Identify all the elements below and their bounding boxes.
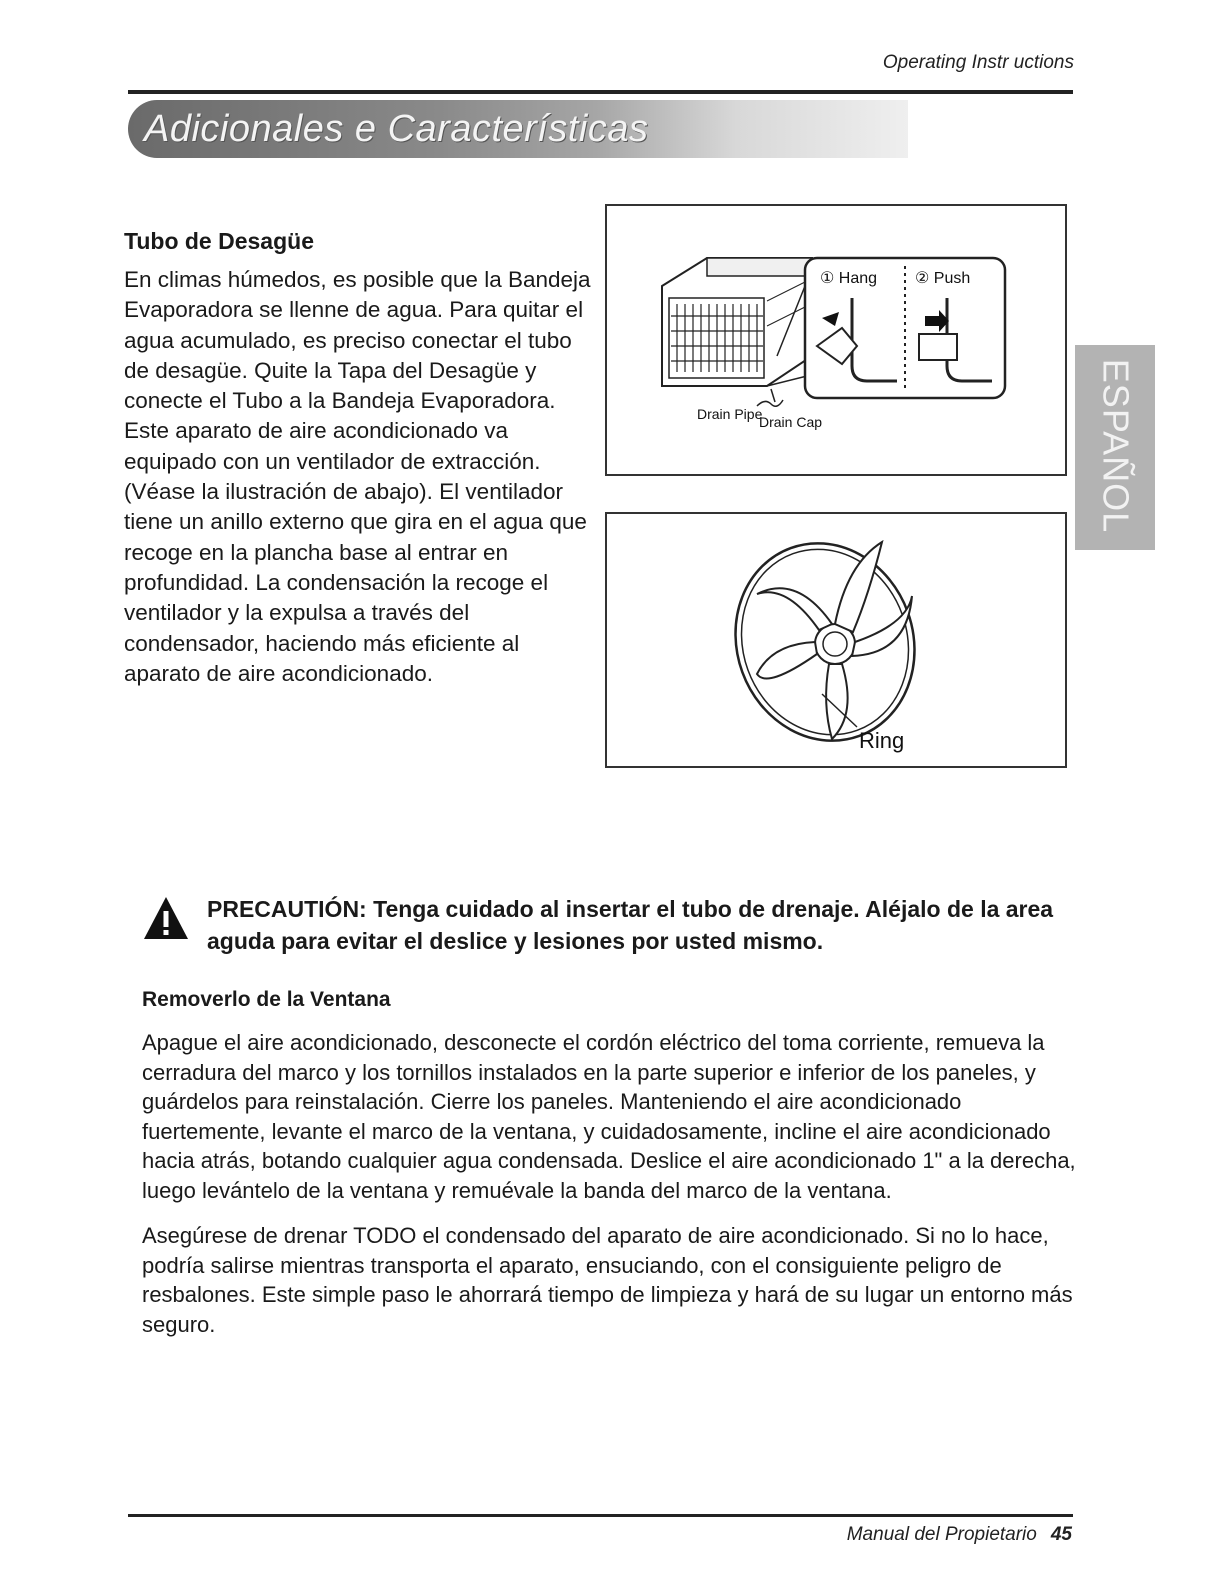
fan-figure xyxy=(605,512,1067,768)
fan-illustration xyxy=(607,514,1065,766)
header-title: Operating Instr uctions xyxy=(882,52,1074,73)
drain-body xyxy=(124,265,594,689)
bottom-divider xyxy=(128,1514,1073,1517)
footer-manual-label: Manual del Propietario xyxy=(846,1524,1037,1545)
drain-pipe-label: Drain Pipe xyxy=(697,406,763,422)
remove-paragraph-2: Asegúrese de drenar TODO el condensado del aparato de aire acondicionado. Si no lo hace, podría salirse mientras transporta el aparato, ensuciando, con el consiguiente peligro de resbalones. Este simple paso le ahorrará tiempo de limpieza y hará de su lugar un entorno más seguro. xyxy=(142,1223,1073,1337)
page-number: 45 xyxy=(1050,1524,1072,1545)
air-conditioner-illustration xyxy=(607,206,1065,474)
remove-paragraph-1: Apague el aire acondicionado, desconecte el cordón eléctrico del toma corriente, remueva la cerradura del marco y los tornillos instalados en la parte superior e inferior de los paneles, y guárdelos para reinstalación. Cierre los paneles. Manteniendo el aire acondicionado fuertemente, levante el marco de la ventana, y cuidadosamente, incline el aire acondicionado hacia atrás, botando cualquier agua condensada. Deslice el aire acondicionado 1" a la derecha, luego levántelo de la ventana y remuévale la banda del marco de la ventana. xyxy=(142,1030,1076,1203)
drain-heading: Tubo de Desagüe xyxy=(124,228,314,254)
caution-text: PRECAUTIÓN: Tenga cuidado al insertar el tubo de drenaje. Aléjalo de la area aguda para evitar el deslice y lesiones por usted mismo. xyxy=(207,896,1054,954)
hang-label: ① Hang xyxy=(820,270,878,287)
remove-heading: Removerlo de la Ventana xyxy=(142,988,391,1011)
banner-title: Adicionales e Características xyxy=(144,108,649,150)
drain-cap-label: Drain Cap xyxy=(759,414,823,430)
top-divider xyxy=(128,90,1073,94)
remove-body xyxy=(142,1028,1077,1355)
drain-paragraph-2: Este aparato de aire acondicionado va equipado con un ventilador de extracción. (Véase la ilustración de abajo). El ventilador tiene un anillo externo que gira en el agua que recoge en la plancha base al entrar en profundidad. La condensación la recoge el ventilador y la expulsa a través del condensador, haciendo más eficiente al aparato de aire acondicionado. xyxy=(124,418,587,686)
language-tab-label: ESPAÑOL xyxy=(1095,358,1137,534)
drain-paragraph-1: En climas húmedos, es posible que la Bandeja Evaporadora se llenne de agua. Para quitar el agua acumulado, es preciso conectar el tubo de desagüe. Quite la Tapa del Desagüe y conecte el Tubo a la Bandeja Evaporadora. xyxy=(124,267,591,414)
footer xyxy=(847,1524,1072,1546)
ring-label: Ring xyxy=(859,728,905,753)
push-label: ② Push xyxy=(915,270,971,287)
drain-figure xyxy=(605,204,1067,476)
section-banner xyxy=(128,100,908,158)
warning-icon xyxy=(142,895,190,941)
language-tab xyxy=(1075,345,1155,550)
